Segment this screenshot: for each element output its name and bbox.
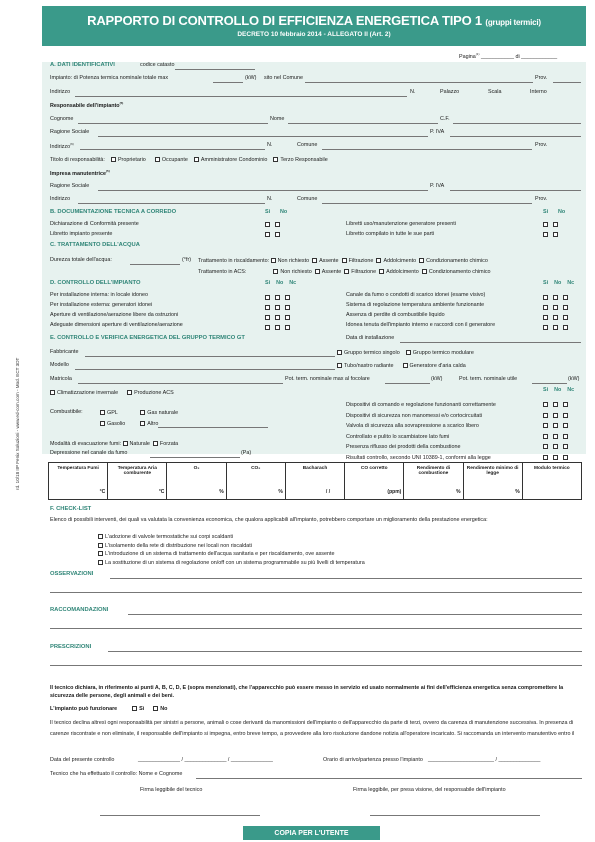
n3-label: N. (267, 196, 273, 202)
naturale-checkbox[interactable] (123, 441, 128, 446)
form-title: RAPPORTO DI CONTROLLO DI EFFICIENZA ENERGETICA TIPO 1 (87, 13, 482, 28)
fr-label: (°fr) (182, 257, 192, 263)
d8-si[interactable] (543, 325, 548, 330)
checklist-items: L'adozione di valvole termostatiche sui corpi scaldanti L'isolamento della rete di distribuzione nei locali non riscaldati L'introduzione di un sistema di trattamento dell'acqua sanitaria e per riscaldamento, ove assente La sostituzione di un sistema di regolazione on/off con un sistema programmabile su più livelli di temperatura (98, 533, 365, 567)
cognome-label: Cognome (50, 116, 74, 122)
interno-label: Interno (530, 89, 547, 95)
durezza-field[interactable] (130, 264, 180, 265)
orario-label: Orario di arrivo/partenza presso l'impianto (323, 757, 423, 763)
prov-field[interactable] (553, 82, 581, 83)
measurement-table (48, 462, 582, 500)
d4-si[interactable] (265, 325, 270, 330)
funz-si-checkbox[interactable] (132, 706, 137, 711)
cf-label: C.F. (440, 116, 450, 122)
piva-field[interactable] (450, 136, 581, 137)
altro-checkbox[interactable] (140, 421, 145, 426)
tecnico-field[interactable] (196, 778, 582, 779)
modello-label: Modello (50, 362, 69, 368)
matricola-field[interactable] (78, 383, 283, 384)
raccomandazioni-field[interactable] (128, 614, 582, 615)
ragione-field[interactable] (98, 136, 428, 137)
d4-nc[interactable] (285, 325, 290, 330)
ragione2-label: Ragione Sociale (50, 183, 90, 189)
e6-nc[interactable] (563, 455, 568, 460)
orario-field[interactable]: ______________________ / ______________ (428, 757, 541, 763)
section-d-title: D. CONTROLLO DELL'IMPIANTO (50, 280, 141, 286)
e1-nc[interactable] (563, 402, 568, 407)
d1-si[interactable] (265, 295, 270, 300)
b-right-1: Libretti uso/manutenzione generatore presenti (346, 221, 456, 227)
b-checks-r1 (543, 222, 560, 228)
piva2-label: P. IVA (430, 183, 445, 189)
col-o2[interactable]: O₂ % (167, 463, 226, 499)
sito-label: sito nel Comune (264, 75, 303, 81)
check-valvole[interactable] (98, 534, 103, 539)
titolo-row: Titolo di responsabilità: Proprietario Occupante Amministratore Condominio Terzo Responsabile (50, 156, 328, 163)
tecnico-label: Tecnico che ha effettuato il controllo: Nome e Cognome (50, 771, 183, 777)
prescrizioni-label: PRESCRIZIONI (50, 644, 92, 650)
acs-row: Trattamento in ACS: Non richiesto Assente Filtrazione Addolcimento Condizionamento chimico (198, 268, 491, 275)
piva2-field[interactable] (450, 190, 581, 191)
col-rend-min[interactable]: Rendimento minimo di legge % (464, 463, 523, 499)
e4-no[interactable] (553, 434, 558, 439)
b-checks-r2 (543, 232, 560, 238)
d-left-4: Adeguate dimensioni aperture di ventilazione/aerazione (50, 322, 183, 328)
osservazioni-line-2[interactable] (50, 592, 582, 593)
disclaimer-text: Il tecnico declina altresì ogni responsabilità per sinistri a persone, animali o cose derivanti da manomissioni dell'impianto o dell'apparecchio da parte di terzi, ovvero da carenza di manutenzione successiva. In presenza di carenze riscontrate e non eliminate, il responsabile dell'impianto si impegna, entro breve tempo, a provvedere alla loro risoluzione dandone notizia all'operatore incaricato. Si raccomanda un intervento manutentivo entro il (50, 720, 575, 737)
b2-no-checkbox[interactable] (275, 232, 280, 237)
indirizzo3-label: Indirizzo (50, 196, 71, 202)
risc-cond-checkbox[interactable] (419, 258, 424, 263)
b-checks-l2 (265, 232, 282, 238)
clima-checkbox[interactable] (50, 390, 55, 395)
acs-filtr-checkbox[interactable] (344, 269, 349, 274)
tubo-row: Tubo/nastro radiante Generatore d'aria calda (337, 363, 466, 369)
pa-label: (Pa) (241, 450, 252, 456)
pot-utile-field[interactable] (532, 383, 567, 384)
col-modulo[interactable]: Modulo termico (534, 466, 570, 471)
check-regolazione[interactable] (98, 560, 103, 565)
section-b-title: B. DOCUMENTAZIONE TECNICA A CORREDO (50, 209, 177, 215)
responsabile-heading: Responsabile dell'impianto$^{(5)}$ (50, 101, 124, 109)
modello-field[interactable] (75, 369, 335, 370)
b3-no-checkbox[interactable] (553, 222, 558, 227)
terzo-checkbox[interactable] (273, 157, 278, 162)
nome-field[interactable] (288, 123, 438, 124)
acs-assente-checkbox[interactable] (315, 269, 320, 274)
check-trattamento[interactable] (98, 551, 103, 556)
e4-si[interactable] (543, 434, 548, 439)
e3-nc[interactable] (563, 423, 568, 428)
section-c-title: C. TRATTAMENTO DELL'ACQUA (50, 242, 140, 248)
evac-row: Modalità di evacuazione fumi: Naturale Forzata (50, 440, 179, 447)
col-temp-fumi[interactable]: Temperatura Fumi °C (49, 463, 108, 499)
kw-focolare: (kW) (431, 376, 443, 382)
funzionare-row: L'impianto può funzionare Sì No (50, 705, 168, 712)
side-reference: rd. 10/18 IIP Fenix Soluzioni - www.ed-com.com - Mod. ECT 3DT (15, 357, 20, 490)
col-co2[interactable]: CO₂ % (227, 463, 286, 499)
risc-nonrich-checkbox[interactable] (271, 258, 276, 263)
d2-no[interactable] (275, 305, 280, 310)
d-right-checks (543, 293, 570, 333)
proprietario-checkbox[interactable] (111, 157, 116, 162)
potenza-field[interactable] (213, 82, 243, 83)
manutentrice-heading: Impresa manutentrice$^{(5)}$ (50, 169, 110, 177)
data-ctrl-label: Data del presente controllo (50, 757, 115, 763)
d2-si[interactable] (265, 305, 270, 310)
d1-nc[interactable] (285, 295, 290, 300)
raccomandazioni-line-2[interactable] (50, 628, 582, 629)
firma-tecnico-label: Firma leggibile del tecnico (140, 787, 203, 793)
catasto-label: codice catasto (140, 62, 175, 68)
n2-label: N. (267, 142, 273, 148)
d6-si[interactable] (543, 305, 548, 310)
funz-no-checkbox[interactable] (153, 706, 158, 711)
d7-no[interactable] (553, 315, 558, 320)
form-subtitle: DECRETO 10 febbraio 2014 - ALLEGATO II (Art. 2) (237, 31, 391, 38)
catasto-field[interactable] (175, 69, 255, 70)
d5-no[interactable] (553, 295, 558, 300)
b-si-header: Si (265, 209, 271, 215)
d-left-2: Per installazione esterna: generatori idonei (50, 302, 153, 308)
b-right-2: Libretto compilato in tutte le sue parti (346, 231, 435, 237)
section-a-title: A. DATI IDENTIFICATIVI (50, 62, 115, 68)
d-left-3: Aperture di ventilazione/aerazione libere da ostruzioni (50, 312, 179, 318)
comune3-label: Comune (297, 196, 318, 202)
cognome-field[interactable] (78, 123, 268, 124)
osservazioni-label: OSSERVAZIONI (50, 571, 94, 577)
e3-si[interactable] (543, 423, 548, 428)
e5-no[interactable] (553, 444, 558, 449)
d-si-header: Si No Nc (265, 280, 297, 286)
b-left-2: Libretto impianto presente (50, 231, 113, 237)
occupante-checkbox[interactable] (155, 157, 160, 162)
gruppo-row: Gruppo termico singolo Gruppo termico modulare (337, 350, 474, 356)
d6-no[interactable] (553, 305, 558, 310)
firma-tecnico-field[interactable] (100, 815, 260, 816)
d6-nc[interactable] (563, 305, 568, 310)
section-e-title: E. CONTROLLO E VERIFICA ENERGETICA DEL GRUPPO TERMICO GT (50, 335, 245, 341)
depr-field[interactable] (150, 457, 240, 458)
b-left-1: Dichiarazione di Conformità presente (50, 221, 139, 227)
d5-si[interactable] (543, 295, 548, 300)
b4-no-checkbox[interactable] (553, 232, 558, 237)
e3-no[interactable] (553, 423, 558, 428)
matricola-label: Matricola (50, 376, 72, 382)
section-f-title: F. CHECK-LIST (50, 506, 92, 512)
comb-label: Combustibile: (50, 409, 83, 415)
col-co[interactable]: CO corretto (ppm) (345, 463, 404, 499)
copia-utente-footer: COPIA PER L'UTENTE (243, 826, 380, 840)
piva-label: P. IVA (430, 129, 445, 135)
e2-si[interactable] (543, 413, 548, 418)
d8-nc[interactable] (563, 325, 568, 330)
comune2-field[interactable] (322, 149, 532, 150)
b2-si-checkbox[interactable] (265, 232, 270, 237)
d5-nc[interactable] (563, 295, 568, 300)
pot-focolare-label: Pot. term. nominale max al focolare (285, 376, 370, 382)
forzata-checkbox[interactable] (153, 441, 158, 446)
cf-field[interactable] (453, 123, 581, 124)
d3-nc[interactable] (285, 315, 290, 320)
e-right-checks (543, 400, 570, 464)
gasolio-row: Gasolio Altro (100, 421, 158, 427)
data-inst-field[interactable] (400, 342, 581, 343)
b1-no-checkbox[interactable] (275, 222, 280, 227)
firma-responsabile-field[interactable] (370, 815, 540, 816)
ragione-label: Ragione Sociale (50, 129, 90, 135)
e2-no[interactable] (553, 413, 558, 418)
d1-no[interactable] (275, 295, 280, 300)
indirizzo2-field[interactable] (80, 149, 265, 150)
page-number[interactable]: Pagina$^{(1)}$ ___________ di ____________ (459, 52, 558, 60)
indirizzo-label: Indirizzo (50, 89, 71, 95)
risc-addolc-checkbox[interactable] (376, 258, 381, 263)
b-no-header-right: No (558, 209, 566, 215)
checklist-intro: Elenco di possibili interventi, dei quali va valutata la convenienza economica, che qualora applicabili all'impianto, potrebbero comportare un miglioramento della prestazione energetica: (50, 517, 488, 523)
b1-si-checkbox[interactable] (265, 222, 270, 227)
acs-cond-checkbox[interactable] (422, 269, 427, 274)
pot-focolare-field[interactable] (385, 383, 430, 384)
b-no-header: No (280, 209, 288, 215)
nome-label: Nome (270, 116, 285, 122)
gpl-checkbox[interactable] (100, 410, 105, 415)
e6-no[interactable] (553, 455, 558, 460)
data-inst-label: Data di installazione (346, 335, 395, 341)
scala-label: Scala (488, 89, 502, 95)
ragione2-field[interactable] (98, 190, 428, 191)
e-si-header: Si No Nc (543, 387, 575, 393)
impianto-label: Impianto: di Potenza termica nominale totale max (50, 75, 169, 81)
risc-row: Trattamento in riscaldamento: Non richiesto Assente Filtrazione Addolcimento Condizionamento chimico (198, 257, 488, 264)
e4-nc[interactable] (563, 434, 568, 439)
prod-acs-checkbox[interactable] (127, 390, 132, 395)
durezza-label: Durezza totale dell'acqua: (50, 257, 112, 263)
b-checks-l1 (265, 222, 282, 228)
osservazioni-field[interactable] (110, 578, 582, 579)
aria-checkbox[interactable] (403, 363, 408, 368)
prescrizioni-field[interactable] (108, 651, 582, 652)
indirizzo3-field[interactable] (78, 203, 265, 204)
d-right-1: Canale da fumo o condotti di scarico idonei (esame visivo) (346, 292, 486, 298)
d4-no[interactable] (275, 325, 280, 330)
e6-si[interactable] (543, 455, 548, 460)
col-rend-comb[interactable]: Rendimento di combustione % (404, 463, 463, 499)
data-ctrl-field[interactable]: ______________ / ______________ / ______________ (138, 757, 273, 763)
b-si-header-right: Si (543, 209, 549, 215)
kw-label: (kW) (245, 75, 257, 81)
modulare-checkbox[interactable] (406, 350, 411, 355)
d8-no[interactable] (553, 325, 558, 330)
amministratore-checkbox[interactable] (194, 157, 199, 162)
col-temp-aria[interactable]: Temperatura Aria comburente °C (108, 463, 167, 499)
risc-filtr-checkbox[interactable] (342, 258, 347, 263)
palazzo-label: Palazzo (440, 89, 460, 95)
n-label: N. (410, 89, 416, 95)
d-si-header-right: Si No Nc (543, 280, 575, 286)
gasolio-checkbox[interactable] (100, 421, 105, 426)
d2-nc[interactable] (285, 305, 290, 310)
b3-si-checkbox[interactable] (543, 222, 548, 227)
kw-utile: (kW) (568, 376, 580, 382)
e5-nc[interactable] (563, 444, 568, 449)
d-left-1: Per installazione interna: in locale idoneo (50, 292, 148, 298)
acs-nonrich-checkbox[interactable] (273, 269, 278, 274)
e-right-list: Dispositivi di comando e regolazione funzionanti correttamente Dispositivi di sicurezza non manomessi e/o cortocircuitati Valvola di sicurezza alla sovrapressione a scarico libero Controllato e pulito lo scambiatore lato fumi Presenza riflusso dei prodotti della combustione Risultati controllo, secondo UNI 10389-1, conformi alla legge (346, 402, 496, 461)
d3-no[interactable] (275, 315, 280, 320)
col-bacharach[interactable]: Bacharach / / (286, 463, 345, 499)
d3-si[interactable] (265, 315, 270, 320)
comune3-field[interactable] (322, 203, 532, 204)
raccomandazioni-label: RACCOMANDAZIONI (50, 607, 109, 613)
acs-addolc-checkbox[interactable] (379, 269, 384, 274)
comune-field[interactable] (305, 82, 533, 83)
e2-nc[interactable] (563, 413, 568, 418)
declaration-text: Il tecnico dichiara, in riferimento ai punti A, B, C, D, E (sopra menzionati), che l'apparecchio può essere messo in servizio ed usato normalmente ai fini dell'efficienza energetica senza compromettere la sicurezza delle persone, degli animali e dei beni. (50, 685, 564, 699)
prescrizioni-line-2[interactable] (50, 665, 582, 666)
indirizzo-field[interactable] (75, 96, 407, 97)
e5-si[interactable] (543, 444, 548, 449)
e1-no[interactable] (553, 402, 558, 407)
comune2-label: Comune (297, 142, 318, 148)
fabbricante-label: Fabbricante (50, 349, 79, 355)
d-right-2: Sistema di regolazione temperatura ambiente funzionante (346, 302, 485, 308)
d-right-4: Idonea tenuta dell'impianto interno e raccordi con il generatore (346, 322, 496, 328)
prov2-label: Prov. (535, 142, 548, 148)
tubo-checkbox[interactable] (337, 363, 342, 368)
firma-responsabile-label: Firma leggibile, per presa visione, del responsabile dell'impianto (353, 787, 506, 793)
b4-si-checkbox[interactable] (543, 232, 548, 237)
indirizzo2-label: Indirizzo$^{(6)}$ (50, 142, 74, 150)
d-right-3: Assenza di perdite di combustibile liquido (346, 312, 445, 318)
altro-field[interactable] (158, 427, 268, 428)
depr-label: Depressione nel canale da fumo (50, 450, 128, 456)
e1-si[interactable] (543, 402, 548, 407)
singolo-checkbox[interactable] (337, 350, 342, 355)
form-title-suffix: (gruppi termici) (485, 18, 541, 27)
prov-label: Prov. (535, 75, 548, 81)
risc-assente-checkbox[interactable] (312, 258, 317, 263)
fabbricante-field[interactable] (85, 356, 335, 357)
prov3-label: Prov. (535, 196, 548, 202)
gas-checkbox[interactable] (140, 410, 145, 415)
form-header (42, 6, 586, 46)
check-isolamento[interactable] (98, 543, 103, 548)
clima-row: Climatizzazione invernale Produzione ACS (50, 390, 174, 396)
pot-utile-label: Pot. term. nominale utile (459, 376, 518, 382)
gpl-row: GPL Gas naturale (100, 410, 178, 416)
d7-nc[interactable] (563, 315, 568, 320)
d7-si[interactable] (543, 315, 548, 320)
d-left-checks (265, 293, 292, 333)
